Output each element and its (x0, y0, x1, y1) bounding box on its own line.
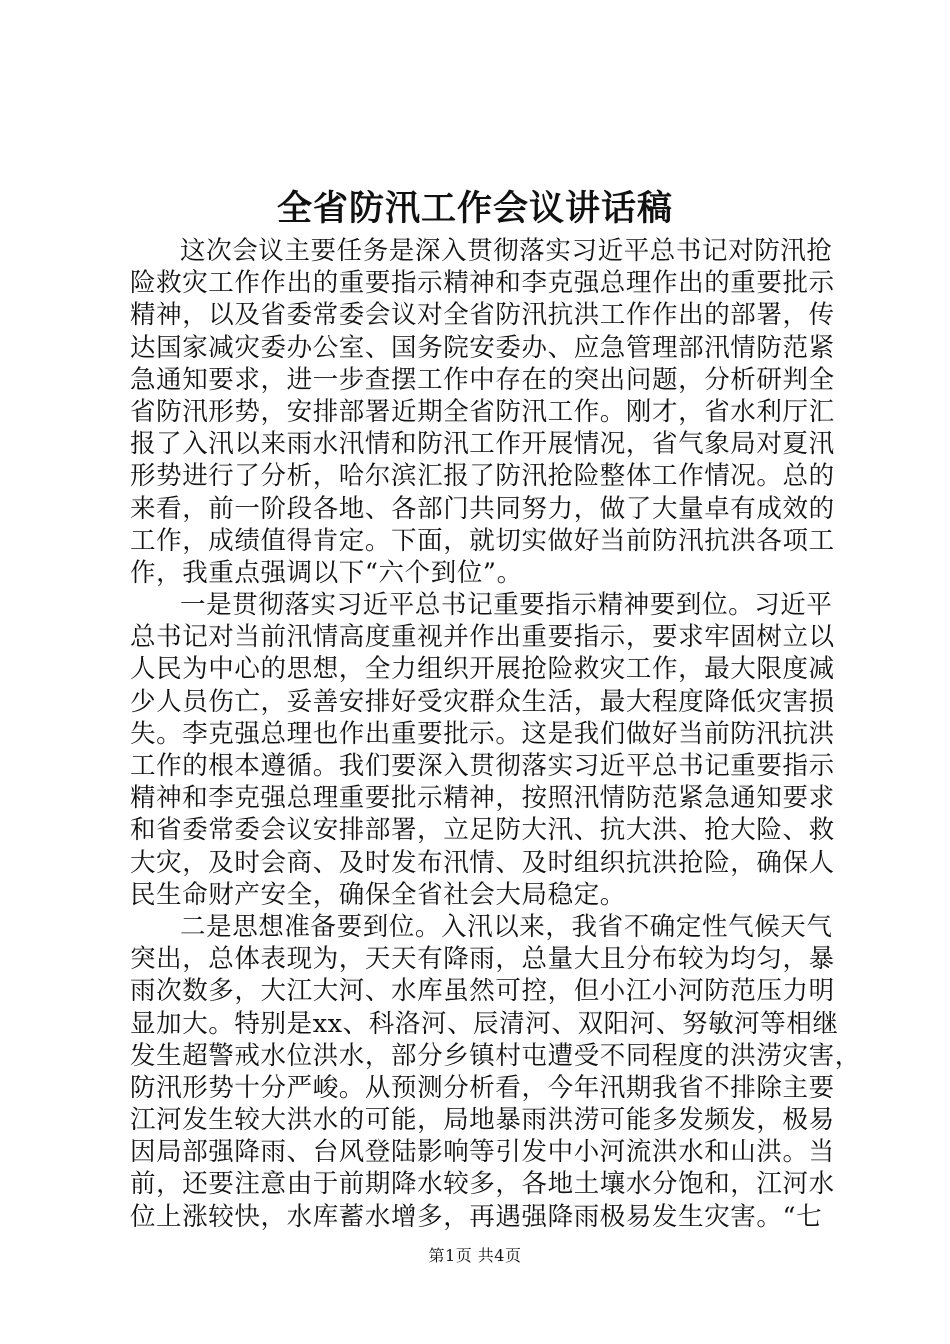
paragraph-line: 江河发生较大洪水的可能，局地暴雨洪涝可能多发频发，极易 (130, 1105, 835, 1136)
document-body (130, 235, 861, 1233)
paragraph-line: 失。李克强总理也作出重要批示。这是我们做好当前防汛抗洪 (130, 718, 835, 749)
paragraph-line: 形势进行了分析，哈尔滨汇报了防汛抢险整体工作情况。总的 (130, 461, 835, 492)
paragraph-line: 来看，前一阶段各地、各部门共同努力，做了大量卓有成效的 (130, 493, 835, 524)
paragraph-line: 前，还要注意由于前期降水较多，各地土壤水分饱和，江河水 (130, 1169, 835, 1200)
paragraph-line: 位上涨较快，水库蓄水增多，再遇强降雨极易发生灾害。“七 (130, 1201, 823, 1232)
paragraph-line: 精神，以及省委常委会议对全省防汛抗洪工作作出的部署，传 (130, 300, 835, 331)
paragraph-line: 防汛形势十分严峻。从预测分析看，今年汛期我省不排除主要 (130, 1072, 835, 1103)
paragraph-line: 达国家减灾委办公室、国务院安委办、应急管理部汛情防范紧 (130, 332, 835, 363)
paragraph-line: 少人员伤亡，妥善安排好受灾群众生活，最大程度降低灾害损 (130, 686, 835, 717)
paragraph-line: 和省委常委会议安排部署，立足防大汛、抗大洪、抢大险、救 (130, 815, 835, 846)
paragraph-line: 因局部强降雨、台风登陆影响等引发中小河流洪水和山洪。当 (130, 1137, 835, 1168)
paragraph-line: 作，我重点强调以下“六个到位”。 (130, 557, 523, 588)
paragraph-line: 大灾，及时会商、及时发布汛情、及时组织抗洪抢险，确保人 (130, 847, 835, 878)
document-title: 全省防汛工作会议讲话稿 (276, 188, 673, 229)
paragraph-line: 人民为中心的思想，全力组织开展抢险救灾工作，最大限度减 (130, 654, 835, 685)
paragraph-line: 二是思想准备要到位。入汛以来，我省不确定性气候天气 (180, 911, 833, 942)
paragraph-line: 险救灾工作作出的重要指示精神和李克强总理作出的重要批示 (130, 268, 835, 299)
paragraph-line: 急通知要求，进一步查摆工作中存在的突出问题，分析研判全 (130, 364, 835, 395)
paragraph-line: 工作，成绩值得肯定。下面，就切实做好当前防汛抗洪各项工 (130, 525, 835, 556)
paragraph-line: 突出，总体表现为，天天有降雨，总量大且分布较为均匀，暴 (130, 944, 835, 975)
paragraph-line: 精神和李克强总理重要批示精神，按照汛情防范紧急通知要求 (130, 783, 835, 814)
paragraph-line: 省防汛形势，安排部署近期全省防汛工作。刚才，省水利厅汇 (130, 396, 835, 427)
paragraph-line: 报了入汛以来雨水汛情和防汛工作开展情况，省气象局对夏汛 (130, 429, 835, 460)
paragraph-line: 发生超警戒水位洪水，部分乡镇村屯遭受不同程度的洪涝灾害， (130, 1040, 861, 1071)
paragraph-line: 显加大。特别是xx、科洛河、辰清河、双阳河、努敏河等相继 (130, 1008, 839, 1039)
paragraph-line: 工作的根本遵循。我们要深入贯彻落实习近平总书记重要指示 (130, 751, 835, 781)
paragraph-line: 总书记对当前汛情高度重视并作出重要指示，要求牢固树立以 (130, 622, 835, 653)
paragraph-line: 雨次数多，大江大河、水库虽然可控，但小江小河防范压力明 (130, 976, 835, 1007)
paragraph-line: 一是贯彻落实习近平总书记重要指示精神要到位。习近平 (180, 590, 833, 621)
paragraph-line: 民生命财产安全，确保全省社会大局稳定。 (130, 879, 626, 910)
page-number-footer: 第1页 共4页 (428, 1246, 522, 1265)
paragraph-line: 这次会议主要任务是深入贯彻落实习近平总书记对防汛抢 (180, 236, 833, 266)
